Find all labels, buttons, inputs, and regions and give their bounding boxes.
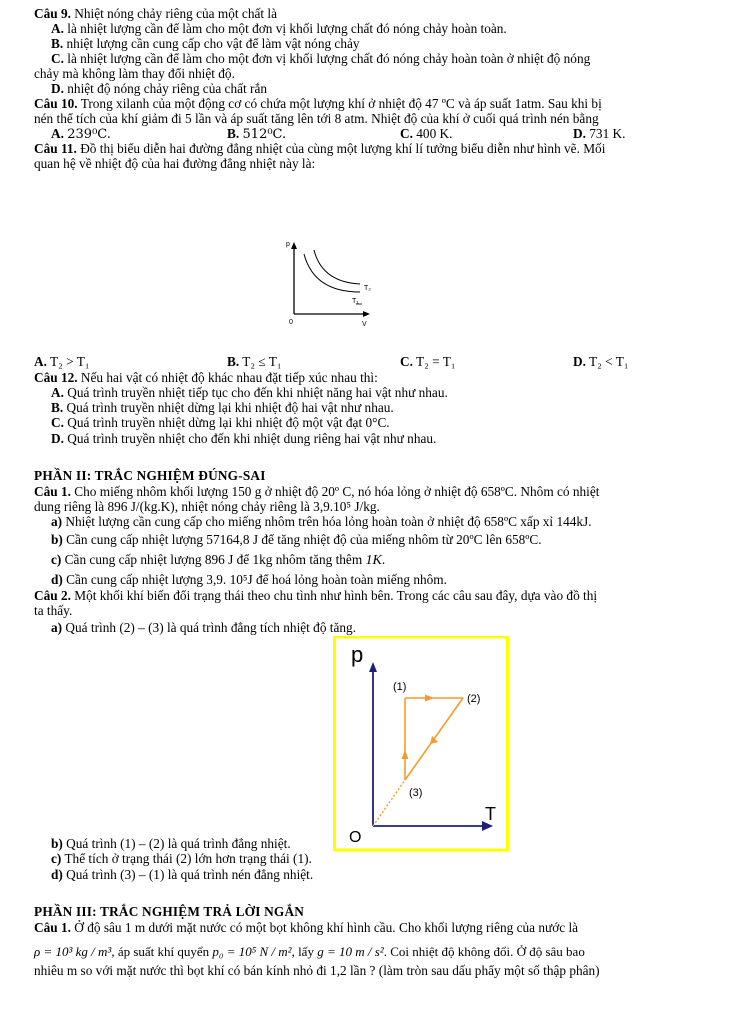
isotherm-origin-label: 0 <box>289 319 293 326</box>
p2-q1-label: Câu 1. <box>34 484 71 499</box>
q11-stem-line1: Câu 11. Đồ thị biểu diễn hai đường đẳng nhiệt của cùng một lượng khí lí tưởng biểu diễn như hình vẽ. Mối <box>34 141 606 156</box>
q9-stem-line <box>34 6 713 21</box>
q9-option-d: D. nhiệt độ nóng chảy riêng của chất rắn <box>51 81 268 96</box>
isotherm-v-label: V <box>362 321 367 328</box>
p2-q1-statement-b: b) Cần cung cấp nhiệt lượng 57164,8 J để tăng nhiệt độ của miếng nhôm từ 20ºC lên 658ºC. <box>51 532 542 547</box>
p2-q1-stem-line2: dung riêng là 896 J/(kg.K), nhiệt nóng chảy riêng là 3,9.10⁵ J/kg. <box>34 499 380 514</box>
cycle-state3-label: (3) <box>409 787 423 799</box>
cycle-state2-label: (2) <box>467 693 481 705</box>
q10-stem-line2: nén thể tích của khí giảm đi 5 lần và áp suất tăng lên tới 8 atm. Nhiệt độ của khí ở cuối quá trình nén bằng <box>34 111 599 126</box>
p2-q2-statement-c: c) Thể tích ở trạng thái (2) lớn hơn trạng thái (1). <box>51 851 312 866</box>
isotherm-graph <box>280 238 380 332</box>
cycle-origin-label: O <box>349 829 362 846</box>
p2-q2-statement-b: b) Quá trình (1) – (2) là quá trình đẳng nhiệt. <box>51 836 291 851</box>
p2-q2-stem-line2: ta thấy. <box>34 603 73 618</box>
q11-stem-line2: quan hệ về nhiệt độ của hai đường đẳng nhiệt này là: <box>34 156 316 171</box>
q10-option-b: B. 512⁰C. <box>227 126 287 142</box>
p2-q2-label: Câu 2. <box>34 588 71 603</box>
cycle-t-label: T <box>485 804 496 824</box>
p2-q2-statement-a: a) Quá trình (2) – (3) là quá trình đẳng tích nhiệt độ tăng. <box>51 620 357 635</box>
p2-q1-statement-c: c) Cần cung cấp nhiệt lượng 896 J để 1kg nhôm tăng thêm 1K. <box>51 552 386 568</box>
q11-option-b: B. T₂ ≤ T₁ <box>227 354 282 369</box>
q10-option-c: C. 400 K. <box>400 126 453 141</box>
isotherm-t1-label: T₁ <box>352 298 359 305</box>
p0-formula: p₀ = 10⁵ N / m² <box>212 944 292 959</box>
q10-option-a: A. 239⁰C. <box>51 126 111 142</box>
q12-stem-line: Câu 12. Nếu hai vật có nhiệt độ khác nhau đặt tiếp xúc nhau thì: <box>34 370 378 385</box>
part2-heading: PHẦN II: TRẮC NGHIỆM ĐÚNG-SAI <box>34 468 266 483</box>
q11-option-c: C. T₂ = T₁ <box>400 354 456 369</box>
p3-q1-stem-line1: Câu 1. Ở độ sâu 1 m dưới mặt nước có một bọt không khí hình cầu. Cho khối lượng riêng của nước là <box>34 920 579 935</box>
unit-1k: 1K <box>365 553 382 568</box>
q9-stem: Nhiệt nóng chảy riêng của một chất là <box>74 6 277 21</box>
rho-formula: ρ = 10³ kg / m³ <box>34 944 112 959</box>
p2-q2-statement-d: d) Quá trình (3) – (1) là quá trình nén đẳng nhiệt. <box>51 867 314 882</box>
isotherm-p-label: p <box>286 241 290 248</box>
q12-label: Câu 12. <box>34 370 78 385</box>
q11-option-a: A. T₂ > T₁ <box>34 354 90 369</box>
isotherm-t2-label: T₂ <box>364 285 371 292</box>
q12-option-c: C. Quá trình truyền nhiệt dừng lại khi nhiệt độ một vật đạt 0°C. <box>51 415 390 430</box>
q9-option-b: B. nhiệt lượng cần cung cấp cho vật để làm vật nóng chảy <box>51 36 360 51</box>
q9-option-a: A. là nhiệt lượng cần để làm cho một đơn vị khối lượng chất đó nóng chảy hoàn toàn. <box>51 21 507 36</box>
p2-q2-stem-line1: Câu 2. Một khối khí biến đổi trạng thái theo chu tình như hình bên. Trong các câu sau đây, dựa vào đồ thị <box>34 588 598 603</box>
q9-option-c-cont: chảy mà không làm thay đổi nhiệt độ. <box>34 66 235 81</box>
q10-stem-line1: Câu 10. Trong xilanh của một động cơ có chứa một lượng khí ở nhiệt độ 47 ºC và áp suất 1atm. Sau khi bị <box>34 96 602 111</box>
q9-option-c: C. là nhiệt lượng cần để làm cho một đơn vị khối lượng chất đó nóng chảy hoàn toàn ở nhiệt độ nóng <box>51 51 591 66</box>
p2-q1-statement-a: a) Nhiệt lượng cần cung cấp cho miếng nhôm trên hóa lỏng hoàn toàn ở nhiệt độ 658ºC xấp xỉ 144kJ. <box>51 514 592 529</box>
q11-label: Câu 11. <box>34 141 77 156</box>
q12-option-d: D. Quá trình truyền nhiệt cho đến khi nhiệt dung riêng hai vật như nhau. <box>51 431 437 446</box>
q12-option-a: A. Quá trình truyền nhiệt tiếp tục cho đến khi nhiệt năng hai vật như nhau. <box>51 385 448 400</box>
part3-heading: PHẦN III: TRẮC NGHIỆM TRẢ LỜI NGẮN <box>34 904 305 919</box>
p3-q1-stem-line2: ρ = 10³ kg / m³, áp suất khí quyển p₀ = 10⁵ N / m², lấy g = 10 m / s². Coi nhiệt độ không đổi. Ở độ sâu bao <box>34 944 585 959</box>
cycle-pt-graph <box>333 636 509 854</box>
q12-option-b: B. Quá trình truyền nhiệt dừng lại khi nhiệt độ hai vật như nhau. <box>51 400 394 415</box>
p3-q1-stem-line3: nhiêu m so với mặt nước thì bọt khí có bán kính nhỏ đi 1,2 lần ? (làm tròn sau dấu phẩy một số thập phân) <box>34 963 600 978</box>
q11-option-d: D. T₂ < T₁ <box>573 354 629 369</box>
q10-label: Câu 10. <box>34 96 78 111</box>
cycle-state1-label: (1) <box>393 681 407 693</box>
g-formula: g = 10 m / s² <box>317 944 384 959</box>
q10-option-d: D. 731 K. <box>573 126 626 141</box>
cycle-p-label: p <box>351 642 364 667</box>
q9-label: Câu 9. <box>34 6 71 21</box>
p2-q1-stem-line1: Câu 1. Cho miếng nhôm khối lượng 150 g ở nhiệt độ 20º C, nó hóa lỏng ở nhiệt độ 658ºC. Nhôm có nhiệt <box>34 484 600 499</box>
p2-q1-statement-d: d) Cần cung cấp nhiệt lượng 3,9. 10⁵J để hoá lỏng hoàn toàn miếng nhôm. <box>51 572 447 587</box>
p3-q1-label: Câu 1. <box>34 920 71 935</box>
